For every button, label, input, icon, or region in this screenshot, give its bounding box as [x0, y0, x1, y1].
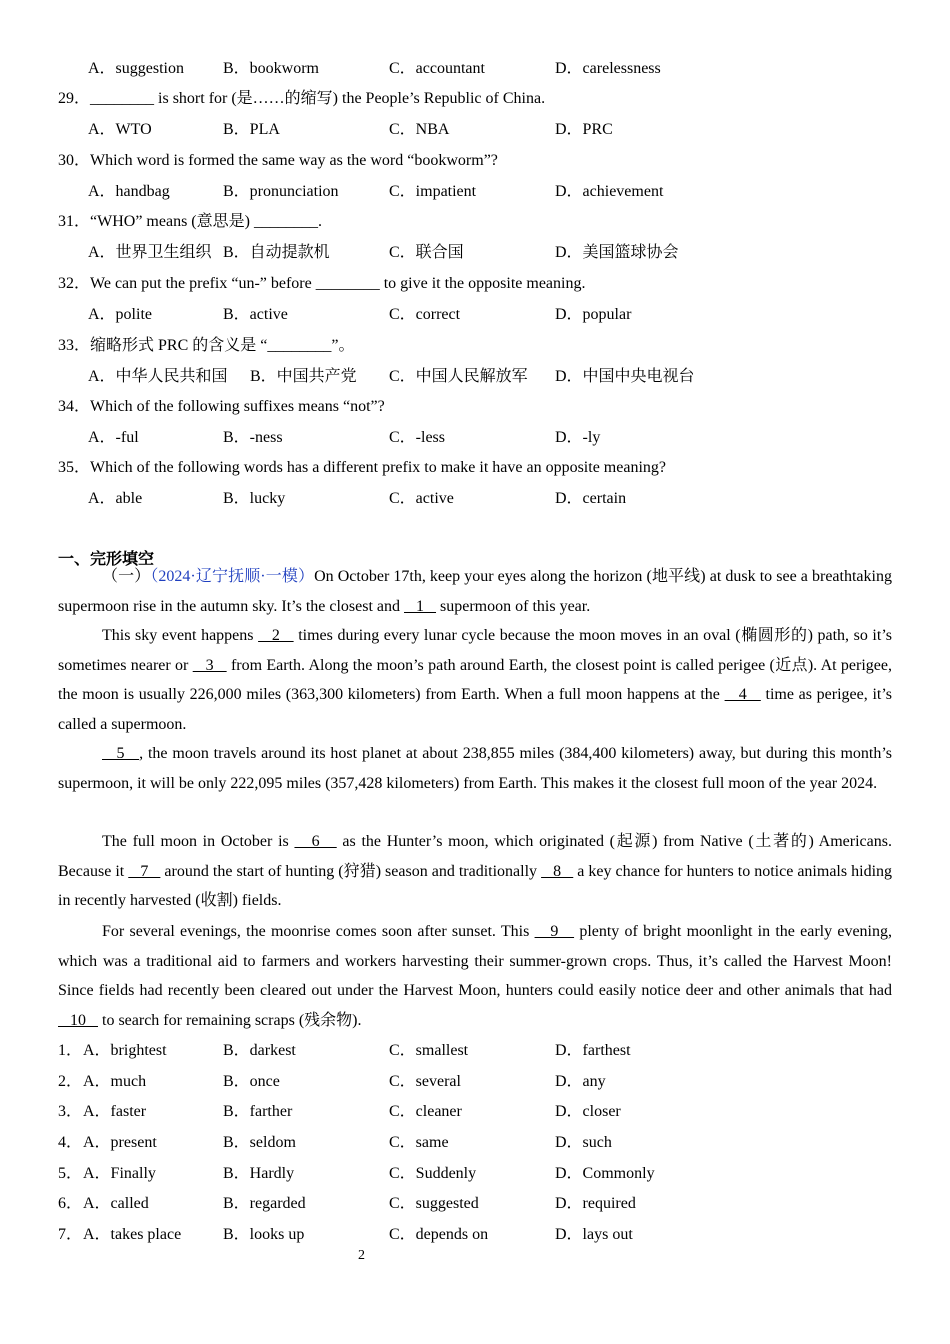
option-a: A．called — [83, 1195, 149, 1212]
cloze-question-number: 3． — [58, 1103, 83, 1120]
passage-text: This sky event happens — [102, 627, 259, 644]
question-35 — [58, 458, 666, 478]
option-d: D．Commonly — [555, 1165, 655, 1182]
option-c: C．same — [389, 1134, 449, 1151]
option-d: D．中国中央电视台 — [555, 368, 695, 385]
question-number: 32． — [58, 275, 91, 292]
question-33 — [58, 336, 354, 356]
option-b: B．active — [223, 306, 288, 323]
question-stem: Which of the following words has a different prefix to make it have an opposite meaning? — [90, 459, 666, 476]
option-c: C．NBA — [389, 121, 450, 138]
option-a: A．able — [88, 490, 143, 507]
option-a: A．中华人民共和国 — [88, 368, 228, 385]
option-d: D．any — [555, 1073, 606, 1090]
question-30 — [58, 151, 498, 171]
question-stem: ________ is short for (是……的缩写) the People’s Republic of China. — [90, 90, 546, 107]
option-d: D．popular — [555, 306, 632, 323]
passage-text: times during every lunar cycle because the moon moves in an oval (椭圆形的) path, so it’s sometimes nearer or — [58, 627, 892, 674]
option-a: A．世界卫生组织 — [88, 244, 212, 261]
cloze-question-number: 5． — [58, 1165, 83, 1182]
blank-6: 6 — [294, 833, 337, 850]
option-c: C．accountant — [389, 60, 485, 77]
passage-text: to search for remaining scraps (残余物). — [98, 1011, 362, 1029]
option-b: B．pronunciation — [223, 183, 339, 200]
option-c: C．Suddenly — [389, 1165, 477, 1182]
question-31 — [58, 212, 322, 232]
question-29 — [58, 89, 545, 109]
option-a: A．takes place — [83, 1226, 182, 1243]
option-d: D．美国篮球协会 — [555, 244, 679, 261]
option-b: B．bookworm — [223, 60, 320, 77]
passage-text: plenty of bright moonlight in the early evening, which was a traditional aid to farmers and workers harvesting their summer-grown crops. Thus, it’s called the Harvest Moon! Since fields had recently been cleared out under the Harvest Moon, hunters could easily notice deer and other animals that had — [58, 923, 892, 1000]
option-a: A．suggestion — [88, 60, 185, 77]
option-b: B．-ness — [223, 429, 283, 446]
option-b: B．farther — [223, 1103, 293, 1120]
cloze-question-number: 2． — [58, 1073, 83, 1090]
blank-2: 2 — [258, 627, 294, 644]
blank-5: 5 — [102, 745, 140, 762]
option-c: C．correct — [389, 306, 461, 323]
blank-7: 7 — [128, 862, 161, 880]
option-c: C．-less — [389, 429, 446, 446]
option-b: B．once — [223, 1073, 280, 1090]
option-c: C．suggested — [389, 1195, 479, 1212]
blank-9: 9 — [534, 923, 575, 940]
option-c: C．smallest — [389, 1042, 469, 1059]
option-b: B．looks up — [223, 1226, 305, 1243]
section-title: 一、完形填空 — [58, 549, 155, 568]
option-a: A．WTO — [88, 121, 152, 138]
option-c: C．active — [389, 490, 454, 507]
option-b: B．lucky — [223, 490, 286, 507]
blank-3: 3 — [192, 656, 227, 674]
question-stem: Which of the following suffixes means “not”? — [90, 398, 385, 415]
option-b: B．darkest — [223, 1042, 296, 1059]
passage-text: time as perigee, it’s called a supermoon. — [58, 686, 893, 733]
option-a: A．polite — [88, 306, 152, 323]
question-number: 33． — [58, 337, 91, 354]
option-c: C．联合国 — [389, 244, 464, 261]
option-c: C．中国人民解放军 — [389, 368, 528, 385]
option-a: A．Finally — [83, 1165, 156, 1182]
passage-text: supermoon of this year. — [436, 597, 591, 615]
question-34 — [58, 397, 385, 417]
question-stem: “WHO” means (意思是) ________. — [90, 213, 322, 230]
blank-8: 8 — [541, 862, 574, 880]
option-d: D．-ly — [555, 429, 601, 446]
option-d: D．such — [555, 1134, 612, 1151]
page-number: 2 — [358, 1248, 365, 1263]
option-b: B．中国共产党 — [250, 368, 357, 385]
option-a: A．much — [83, 1073, 147, 1090]
question-number: 31． — [58, 213, 91, 230]
option-b: B．PLA — [223, 121, 280, 138]
option-a: A．-ful — [88, 429, 139, 446]
passage-paragraph-1 — [58, 562, 892, 621]
question-number: 34． — [58, 398, 91, 415]
question-stem: We can put the prefix “un-” before ________ to give it the opposite meaning. — [90, 275, 586, 292]
passage-text: around the start of hunting (狩猎) season and traditionally — [160, 862, 542, 880]
option-d: D．closer — [555, 1103, 621, 1120]
option-c: C．impatient — [389, 183, 477, 200]
question-stem: 缩略形式 PRC 的含义是 “________”。 — [90, 337, 355, 354]
blank-10: 10 — [58, 1011, 98, 1029]
passage-label: （一） — [102, 568, 151, 585]
option-c: C．depends on — [389, 1226, 489, 1243]
cloze-question-number: 7． — [58, 1226, 83, 1243]
option-d: D．achievement — [555, 183, 664, 200]
passage-text: For several evenings, the moonrise comes soon after sunset. This — [102, 923, 535, 940]
blank-4: 4 — [724, 686, 761, 704]
option-a: A．faster — [83, 1103, 147, 1120]
passage-text: , the moon travels around its host planet at about 238,855 miles (384,400 kilometers) away, but during this month’s supermoon, it will be only 222,095 miles (357,428 kilometers) from Earth. This makes it the closest full moon of the year 2024. — [58, 745, 892, 792]
cloze-question-number: 4． — [58, 1134, 83, 1151]
option-d: D．carelessness — [555, 60, 661, 77]
question-stem: Which word is formed the same way as the word “bookworm”? — [90, 152, 498, 169]
passage-text: as the Hunter’s moon, which originated (起源) from Native (土著的) Americans. Because it — [58, 833, 892, 880]
question-number: 35． — [58, 459, 91, 476]
cloze-question-number: 1． — [58, 1042, 83, 1059]
passage-text: The full moon in October is — [102, 833, 295, 850]
passage-paragraph-4 — [58, 827, 892, 916]
passage-paragraph-2 — [58, 621, 892, 739]
passage-paragraph-3 — [58, 739, 892, 798]
question-number: 30． — [58, 152, 91, 169]
option-b: B．Hardly — [223, 1165, 295, 1182]
passage-paragraph-5 — [58, 917, 892, 1035]
passage-text: from Earth. Along the moon’s path around Earth, the closest point is called perigee (近点). At perigee, the moon is usually 226,000 miles (363,300 kilometers) from Earth. When a full moon happens at the — [58, 656, 893, 704]
option-d: D．lays out — [555, 1226, 633, 1243]
question-32 — [58, 274, 585, 294]
option-b: B．自动提款机 — [223, 244, 330, 261]
cloze-question-number: 6． — [58, 1195, 83, 1212]
option-d: D．required — [555, 1195, 636, 1212]
passage-text: a key chance for hunters to notice animals hiding in recently harvested (收割) fields. — [58, 862, 893, 910]
option-c: C．several — [389, 1073, 461, 1090]
option-a: A．brightest — [83, 1042, 167, 1059]
blank-1: 1 — [404, 597, 437, 615]
passage-text: On October 17th, keep your eyes along the horizon (地平线) at dusk to see a breathtaking supermoon rise in the autumn sky. It’s the closest and — [58, 568, 892, 615]
option-b: B．regarded — [223, 1195, 306, 1212]
option-c: C．cleaner — [389, 1103, 462, 1120]
question-number: 29． — [58, 90, 91, 107]
option-a: A．handbag — [88, 183, 170, 200]
option-a: A．present — [83, 1134, 157, 1151]
source-tag: （2024·辽宁抚顺·一模） — [150, 568, 315, 585]
option-d: D．certain — [555, 490, 627, 507]
option-d: D．farthest — [555, 1042, 631, 1059]
option-b: B．seldom — [223, 1134, 296, 1151]
option-d: D．PRC — [555, 121, 613, 138]
